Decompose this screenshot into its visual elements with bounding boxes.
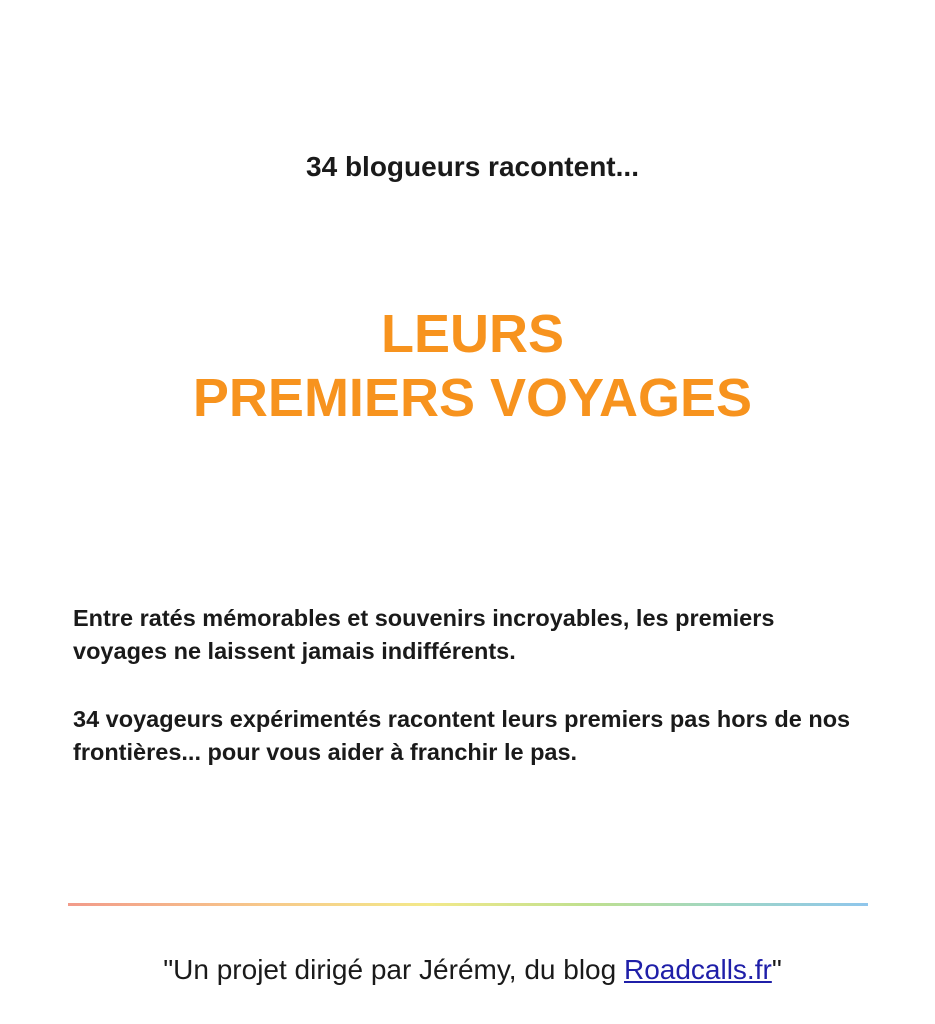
- description-paragraph: 34 voyageurs expérimentés racontent leurs premiers pas hors de nos frontières... pour vous aider à franchir le pas.: [73, 706, 851, 765]
- credit-prefix: "Un projet dirigé par Jérémy, du blog: [163, 954, 624, 985]
- cover-title-line-1: LEURS: [380, 304, 564, 364]
- intro-paragraph: Entre ratés mémorables et souvenirs incroyables, les premiers voyages ne laissent jamais indifférents.: [73, 605, 775, 664]
- credit-line: [0, 950, 935, 990]
- credit-suffix: ": [771, 954, 782, 985]
- cover-title: [0, 302, 935, 430]
- roadcalls-link[interactable]: Roadcalls.fr: [623, 954, 772, 985]
- cover-subtitle: 34 blogueurs racontent...: [306, 151, 639, 182]
- cover-title-line-2: PREMIERS VOYAGES: [192, 368, 753, 428]
- rainbow-divider: [68, 903, 868, 906]
